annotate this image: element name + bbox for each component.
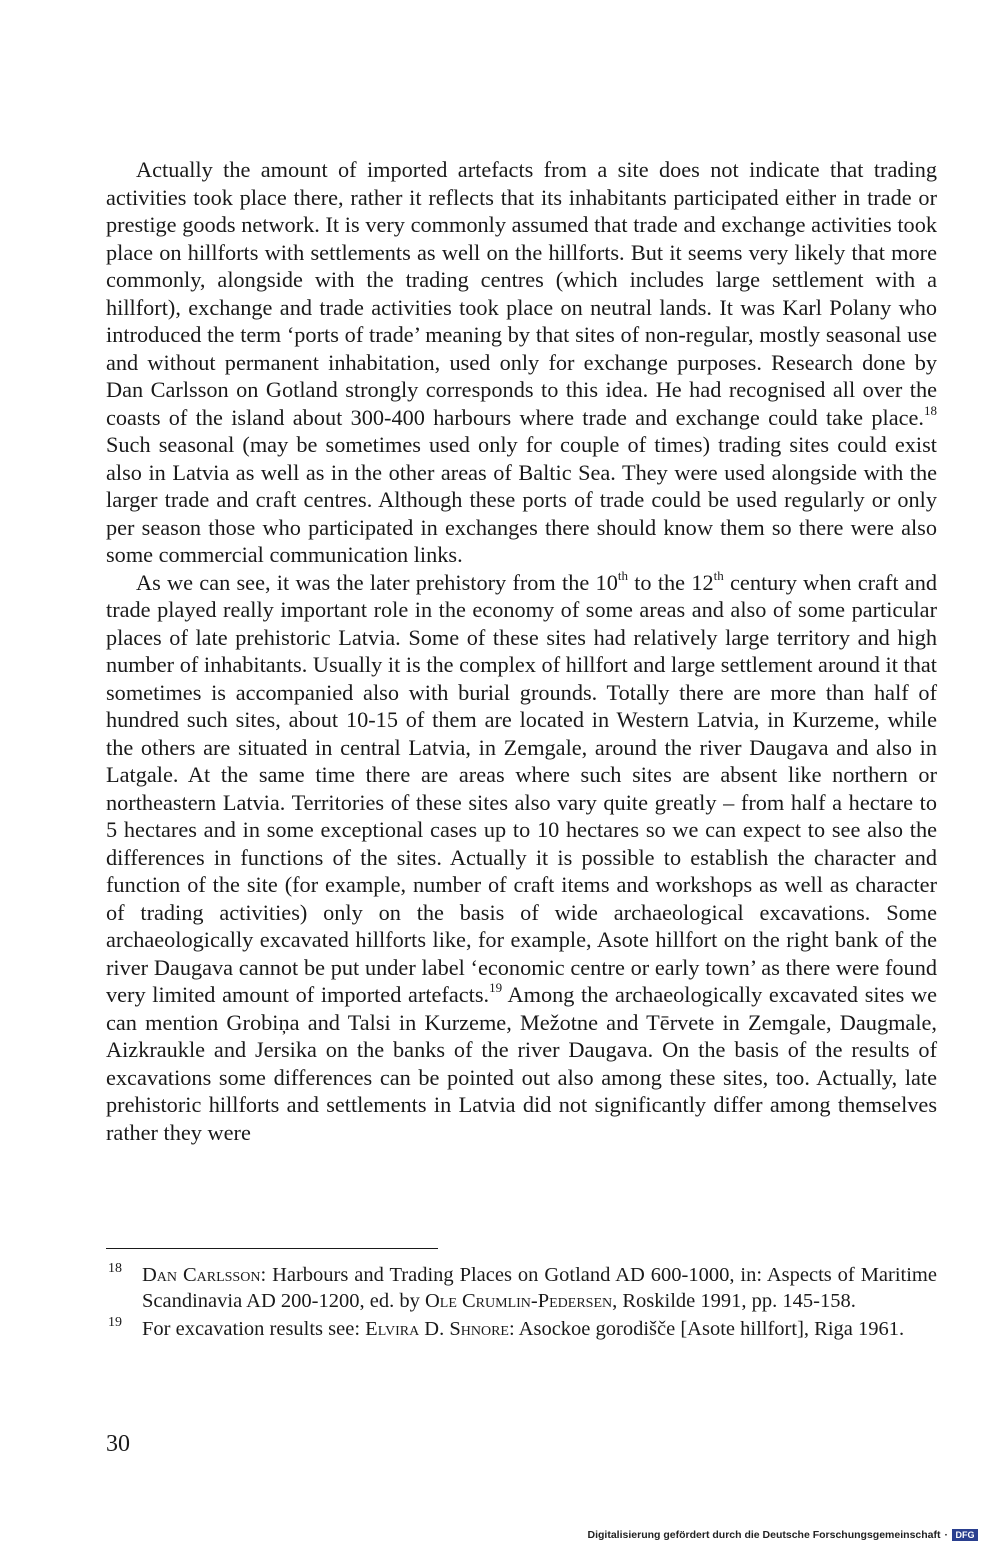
dfg-logo-icon: DFG bbox=[952, 1529, 978, 1541]
paragraph bbox=[106, 569, 937, 1147]
text-run: Actually the amount of imported artefacts from a site does not indicate that trading activities took place there, rather it reflects that its inhabitants participated either in trade or prestige goods network. It is very commonly assumed that trade and exchange activities took place on hillforts with settlements as well on the hillforts. But it seems very likely that more commonly, alongside with the trading centres (which includes large settlement with a hillfort), exchange and trade activities took place on neutral lands. It was Karl Polany who introduced the term ‘ports of trade’ meaning by that sites of non-regular, mostly seasonal use and without permanent inhabitation, used only for exchange purposes. Research done by Dan Carlsson on Gotland strongly corresponds to this idea. He had recognised all over the coasts of the island about 300-400 harbours where trade and exchange could take place. bbox=[106, 157, 937, 430]
author-name: Elvira D. Shnore bbox=[365, 1318, 509, 1340]
footnote-number: 18 bbox=[108, 1261, 122, 1276]
author-name: Dan Carlsson bbox=[142, 1264, 261, 1286]
superscript: th bbox=[713, 567, 724, 583]
footnote-number: 19 bbox=[108, 1315, 122, 1330]
footnote-text: : Asockoe gorodišče [Asote hillfort], Riga 1961. bbox=[508, 1318, 905, 1340]
text-run: to the 12 bbox=[627, 569, 714, 595]
footnote bbox=[106, 1262, 937, 1314]
funding-note bbox=[588, 1528, 978, 1542]
text-run: Such seasonal (may be sometimes used only for couple of times) trading sites could exist also in Latvia as well as in the other areas of Baltic Sea. They were used alongside with the larger trade and craft centres. Although these ports of trade could be used regularly or only per season those who participated in exchanges there should know them so there were also some commercial communication links. bbox=[106, 432, 937, 567]
superscript: 19 bbox=[489, 980, 503, 995]
page-number: 30 bbox=[106, 1431, 130, 1457]
author-name: Ole Crumlin-Pedersen bbox=[424, 1290, 613, 1312]
text-run: Among the archaeologically excavated sites we can mention Grobiņa and Talsi in Kurzeme, Mežotne and Tērvete in Zemgale, Daugmale, Aizkraukle and Jersika on the banks of the river Daugava. On the basis of the results of excavations some differences can be pointed out also among these sites, too. Actually, late prehistoric hillforts and settlements in Latvia did not significantly differ among themselves rather they were bbox=[106, 982, 938, 1145]
footnote-text: For excavation results see: bbox=[142, 1318, 366, 1340]
text-run: century when craft and trade played really important role in the economy of some areas and also of some particular places of late prehistoric Latvia. Some of these sites had relatively large territory and high number of inhabitants. Usually it is the complex of hillfort and large settlement around it that sometimes is accompanied also with burial grounds. Totally there are more than half of hundred such sites, about 10-15 of them are located in Western Latvia, in Kurzeme, while the others are situated in central Latvia, in Zemgale, around the river Daugava and also in Latgale. At the same time there are areas where such sites are absent like northern or northeastern Latvia. Territories of these sites also vary quite greatly – from half a hectare to 5 hectares and in some exceptional cases up to 10 hectares so we can expect to see also the differences in functions of the sites. Actually it is possible to establish the character and function of the site (for example, number of craft items and workshops as well as character of trading activities) only on the basis of wide archaeological excavations. Some archaeologically excavated hillforts like, for example, Asote hillfort on the right bank of the river Daugava cannot be put under label ‘economic centre or early town’ as there were found very limited amount of imported artefacts. bbox=[106, 569, 937, 1007]
footnotes bbox=[106, 1262, 937, 1344]
superscript: th bbox=[617, 567, 628, 583]
text-run: As we can see, it was the later prehistory from the 10 bbox=[136, 569, 618, 595]
footnote bbox=[106, 1316, 937, 1342]
footnote-rule bbox=[106, 1248, 438, 1249]
body-text bbox=[106, 156, 937, 1146]
funding-separator: · bbox=[944, 1529, 948, 1541]
funding-note-text: Digitalisierung gefördert durch die Deutsche Forschungsgemeinschaft bbox=[587, 1529, 941, 1541]
footnote-text: , Roskilde 1991, pp. 145-158. bbox=[612, 1290, 856, 1312]
footnote-text: : Harbours and Trading Places on Gotland AD 600-1000, in: Aspects of Maritime Scandinavia AD 200-1200, ed. by bbox=[142, 1264, 937, 1312]
paragraph bbox=[106, 156, 937, 569]
superscript: 18 bbox=[924, 402, 937, 418]
